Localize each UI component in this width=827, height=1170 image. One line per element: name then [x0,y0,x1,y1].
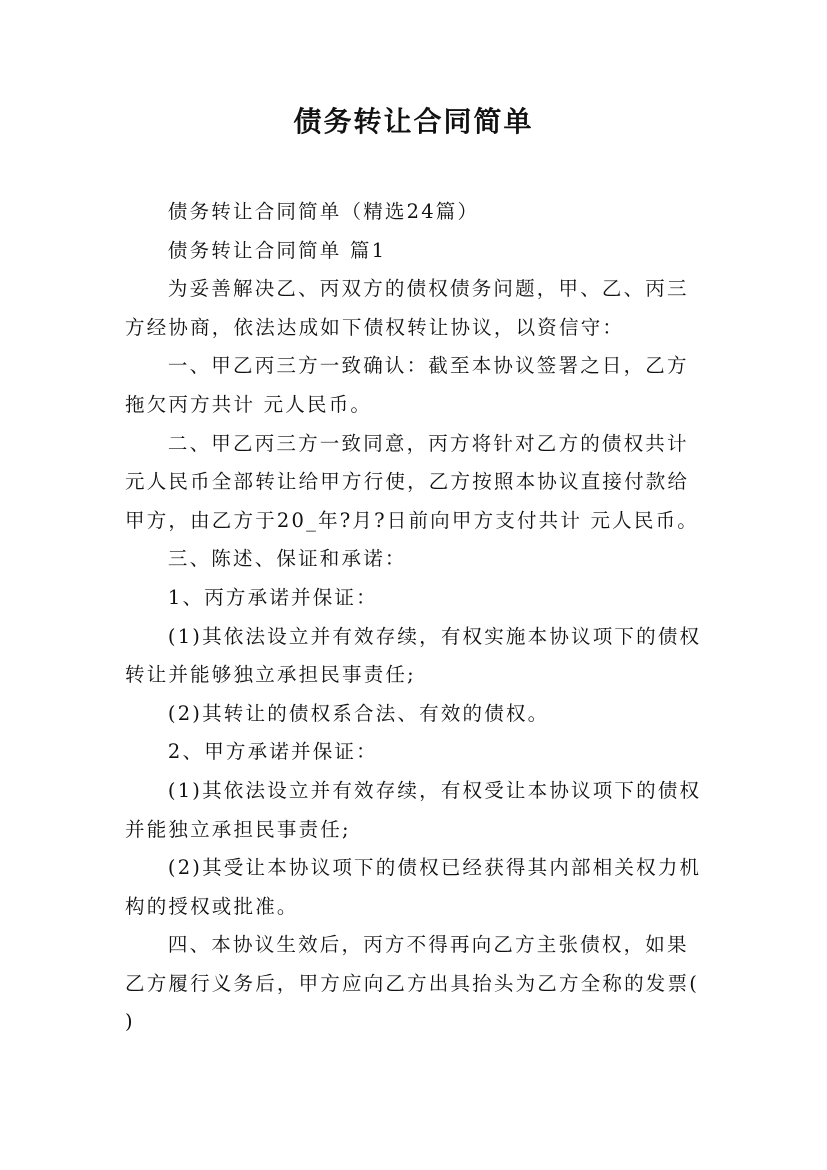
paragraph-clause-3-1-heading: 1、丙方承诺并保证： [167,585,378,609]
paragraph-clause-4: 四、本协议生效后，丙方不得再向乙方主张债权，如果乙方履行义务后，甲方应向乙方出具抬头为乙方全称的发票( ) [125,933,708,1034]
paragraph-collection-title: 债务转让合同简单（精选24篇） [167,200,480,223]
paragraph-clause-3-2-2: (2)其受让本协议项下的债权已经获得其内部相关权力机构的授权或批准。 [125,856,702,918]
paragraph-clause-2: 二、甲乙丙三方一致同意，丙方将针对乙方的债权共计 元人民币全部转让给甲方行使，乙方按照本协议直接付款给甲方，由乙方于20_年?月?日前向甲方支付共计 元人民币。 [125,431,699,532]
paragraph-clause-3-2-1: (1)其依法设立并有效存续，有权受让本协议项下的债权并能独立承担民事责任; [125,778,702,841]
paragraph-clause-3-heading: 三、陈述、保证和承诺： [167,547,407,571]
paragraph-clause-3-2-heading: 2、甲方承诺并保证： [167,740,378,764]
paragraph-clause-3-1-2: (2)其转让的债权系合法、有效的债权。 [167,701,550,725]
document-body [125,193,710,1042]
paragraph-clause-1: 一、甲乙丙三方一致确认：截至本协议签署之日，乙方拖欠丙方共计 元人民币。 [125,354,689,416]
paragraph-article-heading: 债务转让合同简单 篇1 [167,238,387,262]
paragraph-preamble: 为妥善解决乙、丙双方的债权债务问题，甲、乙、丙三方经协商，依法达成如下债权转让协议，以资信守： [125,277,689,339]
document-title: 债务转让合同简单 [293,105,534,138]
paragraph-clause-3-1-1: (1)其依法设立并有效存续，有权实施本协议项下的债权转让并能够独立承担民事责任; [125,624,702,687]
